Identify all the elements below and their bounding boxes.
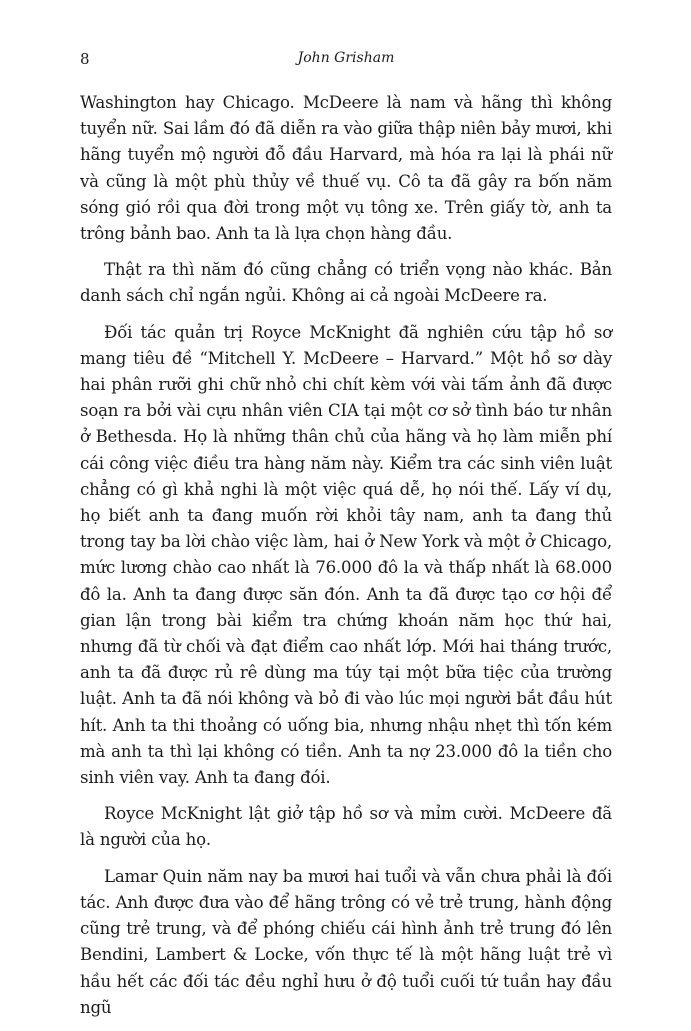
paragraph: Washington hay Chicago. McDeere là nam và hãng thì không tuyển nữ. Sai lầm đó đã diễn ra vào giữa thập niên bảy mươi, khi hãng tuyển mộ người đỗ đầu Harvard, mà hóa ra lại là phái nữ và cũng là một phù thủy về thuế vụ. Cô ta đã gây ra bốn năm sóng gió rồi qua đời trong một vụ tông xe. Trên giấy tờ, anh ta trông bảnh bao. Anh ta là lựa chọn hàng đầu.: [80, 93, 612, 244]
page-number: 8: [80, 50, 90, 68]
running-head-author: John Grisham: [297, 50, 395, 66]
paragraph: Royce McKnight lật giở tập hồ sơ và mỉm cười. McDeere đã là người của họ.: [80, 804, 612, 850]
paragraph: Đối tác quản trị Royce McKnight đã nghiên cứu tập hồ sơ mang tiêu đề “Mitchell Y. McDeere – Harvard.” Một hồ sơ dày hai phân rưỡi ghi chữ nhỏ chi chít kèm với vài tấm ảnh đã được soạn ra bởi vài cựu nhân viên CIA tại một cơ sở tình báo tư nhân ở Bethesda. Họ là những thân chủ của hãng và họ làm miễn phí cái công việc điều tra hàng năm này. Kiểm tra các sinh viên luật chẳng có gì khả nghi là một việc quá dễ, họ nói thế. Lấy ví dụ, họ biết anh ta đang muốn rời khỏi tây nam, anh ta đang thủ trong tay ba lời chào việc làm, hai ở New York và một ở Chicago, mức lương chào cao nhất là 76.000 đô la và thấp nhất là 68.000 đô la. Anh ta đang được săn đón. Anh ta đã được tạo cơ hội để gian lận trong bài kiểm tra chứng khoán năm học thứ hai, nhưng đã từ chối và đạt điểm cao nhất lớp. Mới hai tháng trước, anh ta đã được rủ rê dùng ma túy tại một bữa tiệc của trường luật. Anh ta đã nói không và bỏ đi vào lúc mọi người bắt đầu hút hít. Anh ta thi thoảng có uống bia, nhưng nhậu nhẹt thì tốn kém mà anh ta thì lại không có tiền. Anh ta nợ 23.000 đô la tiền cho sinh viên vay. Anh ta đang đói.: [80, 322, 612, 788]
paragraph: Lamar Quin năm nay ba mươi hai tuổi và vẫn chưa phải là đối tác. Anh được đưa vào để hãng trông có vẻ trẻ trung, hành động cũng trẻ trung, và để phóng chiếu cái hình ảnh trẻ trung đó lên Bendini, Lambert & Locke, vốn thực tế là một hãng luật trẻ vì hầu hết các đối tác đều nghỉ hưu ở độ tuổi cuối tứ tuần hay đầu ngũ: [80, 866, 612, 1017]
page-header: [80, 50, 612, 74]
paragraph: Thật ra thì năm đó cũng chẳng có triển vọng nào khác. Bản danh sách chỉ ngắn ngủi. Không ai cả ngoài McDeere ra.: [80, 260, 612, 306]
body-text: [80, 90, 612, 1031]
